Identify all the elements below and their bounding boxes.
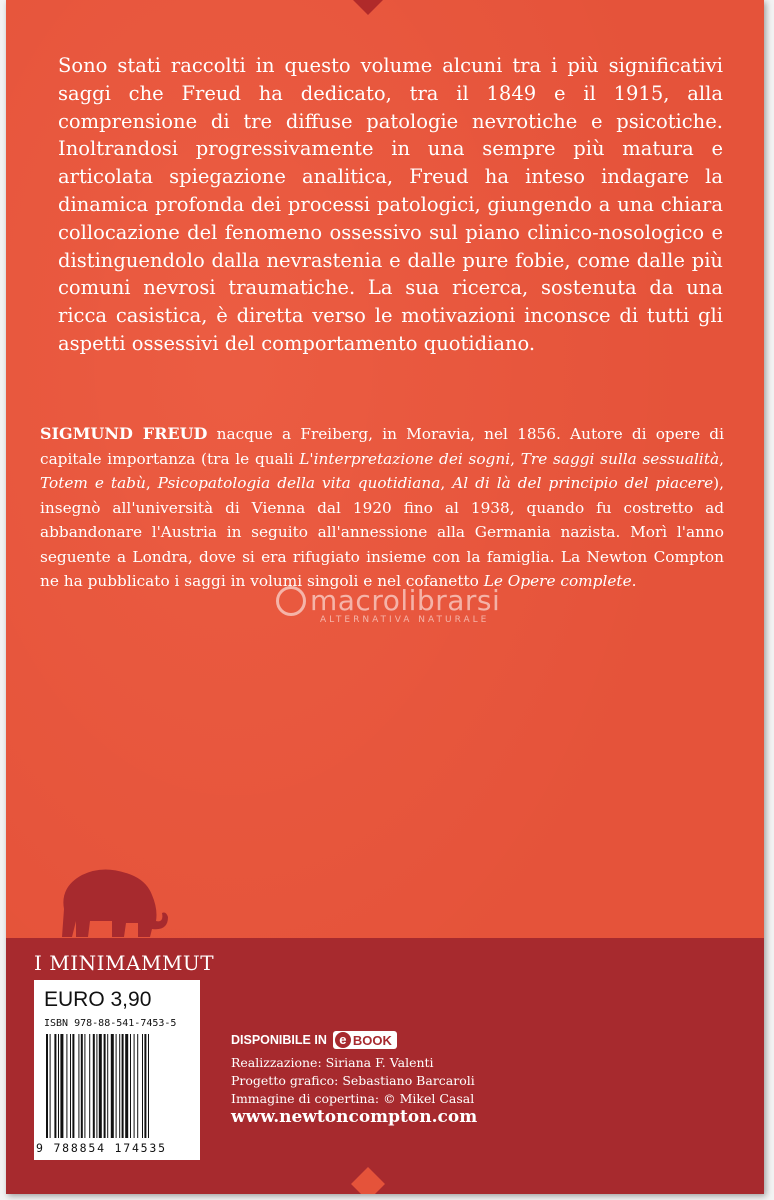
barcode-bar bbox=[84, 1034, 85, 1138]
barcode-bar bbox=[60, 1034, 63, 1138]
work-title: L'interpretazione dei sogni bbox=[299, 449, 511, 468]
work-title: Le Opere complete bbox=[483, 572, 632, 590]
bio-text: ), insegnò all'università di Vienna dal 1920 fino al 1938, quando fu costretto ad abbandonare l'Austria in seguito all'annessione alla Germania nazista. Morì l'anno seguente a Londra, dove si era rifugiato insieme con la famiglia. La Newton Compton ne ha pubblicato i saggi in volumi singoli e nel cofanetto bbox=[40, 474, 724, 590]
author-bio: SIGMUND FREUD nacque a Freiberg, in Moravia, nel 1856. Autore di opere di capitale importanza (tra le quali L'interpretazione dei sogni, Tre saggi sulla sessualità, Totem e tabù, Psicopatologia della vita quotidiana, Al di là del principio del piacere), insegnò all'università di Vienna dal 1920 fino al 1938, quando fu costretto ad abbandonare l'Austria in seguito all'annessione alla Germania nazista. Morì l'anno seguente a Londra, dove si era rifugiato insieme con la famiglia. La Newton Compton ne ha pubblicato i saggi in volumi singoli e nel cofanetto Le Opere complete. bbox=[40, 424, 724, 590]
mammoth-icon bbox=[54, 865, 170, 937]
barcode-bar bbox=[54, 1034, 56, 1138]
macrolibrarsi-logo-icon bbox=[276, 586, 306, 616]
barcode-bar bbox=[89, 1034, 90, 1138]
barcode-bar bbox=[107, 1034, 108, 1138]
work-title: Totem e tabù bbox=[40, 474, 146, 492]
barcode-bar bbox=[116, 1034, 117, 1138]
credit-line: Immagine di copertina: © Mikel Casal bbox=[231, 1091, 475, 1106]
price: EURO 3,90 bbox=[44, 988, 152, 1011]
watermark-name: macrolibrarsi bbox=[310, 584, 501, 617]
barcode-bar bbox=[58, 1034, 59, 1138]
bio-text: nacque a Freiberg, in Moravia, nel 1856. Autore di opere di capitale importanza (tra le quali bbox=[40, 425, 724, 468]
work-title: Tre saggi sulla sessualità bbox=[520, 449, 720, 468]
work-title: Al di là del principio del piacere bbox=[452, 474, 714, 492]
barcode-bar bbox=[46, 1034, 48, 1138]
barcode-bar bbox=[70, 1034, 71, 1138]
barcode-bar bbox=[50, 1034, 51, 1138]
ebook-availability bbox=[231, 1031, 397, 1049]
barcode-bar bbox=[93, 1034, 95, 1138]
barcode-bar bbox=[148, 1034, 149, 1138]
barcode-bar bbox=[130, 1034, 131, 1138]
barcode-bar bbox=[96, 1034, 97, 1138]
ebook-book: BOOK bbox=[352, 1032, 392, 1048]
barcode-bar bbox=[122, 1034, 124, 1138]
book-description: Sono stati raccolti in questo volume alcuni tra i più significativi saggi che Freud ha dedicato, tra il 1849 e il 1915, alla comprensione di tre diffuse patologie nevrotiche e psicotiche. Inoltrandosi progressivamente in una sempre più matura e articolata spiegazione analitica, Freud ha inteso indagare la dinamica profonda dei processi patologici, giungendo a una chiara collocazione del fenomeno ossessivo sul piano clinico-nosologico e distinguendolo dalla nevrastenia e dalle pure fobie, come dalle più comuni nevrosi traumatiche. La sua ricerca, sostenuta da una ricca casistica, è diretta verso le motivazioni inconsce di tutti gli aspetti ossessivi del comportamento quotidiano. bbox=[58, 54, 723, 355]
barcode-bar bbox=[119, 1034, 120, 1138]
book-back-cover bbox=[6, 0, 764, 1194]
work-title: Psicopatologia della vita quotidiana bbox=[157, 474, 441, 492]
ebook-label: DISPONIBILE IN bbox=[231, 1033, 327, 1047]
barcode-bar bbox=[66, 1034, 67, 1138]
watermark bbox=[276, 584, 500, 625]
barcode-bar bbox=[72, 1034, 74, 1138]
barcode-bar bbox=[111, 1034, 114, 1138]
watermark-tagline: ALTERNATIVA NATURALE bbox=[320, 615, 490, 625]
barcode-bar bbox=[137, 1034, 138, 1138]
barcode-bar bbox=[104, 1034, 106, 1138]
author-name: SIGMUND FREUD bbox=[40, 424, 208, 443]
barcode-bar bbox=[144, 1034, 146, 1138]
barcode-bar bbox=[99, 1034, 102, 1138]
ebook-icon bbox=[333, 1031, 397, 1049]
barcode-bar bbox=[78, 1034, 79, 1138]
barcode-bar bbox=[142, 1034, 143, 1138]
isbn: ISBN 978-88-541-7453-5 bbox=[44, 1018, 177, 1029]
ean-number: 9 788854 174535 bbox=[36, 1141, 167, 1155]
top-notch-decoration bbox=[351, 0, 385, 15]
credits bbox=[231, 1054, 475, 1108]
credit-line: Realizzazione: Siriana F. Valenti bbox=[231, 1055, 434, 1070]
barcode bbox=[44, 1034, 184, 1138]
publisher-website[interactable]: www.newtoncompton.com bbox=[231, 1107, 478, 1127]
barcode-bar bbox=[134, 1034, 135, 1138]
barcode-bar bbox=[81, 1034, 83, 1138]
ebook-e: e bbox=[335, 1032, 351, 1048]
series-name: I MINIMAMMUT bbox=[34, 951, 215, 975]
barcode-bar bbox=[125, 1034, 128, 1138]
credit-line: Progetto grafico: Sebastiano Barcaroli bbox=[231, 1073, 475, 1088]
product-code: MMM075 bbox=[177, 1096, 189, 1145]
